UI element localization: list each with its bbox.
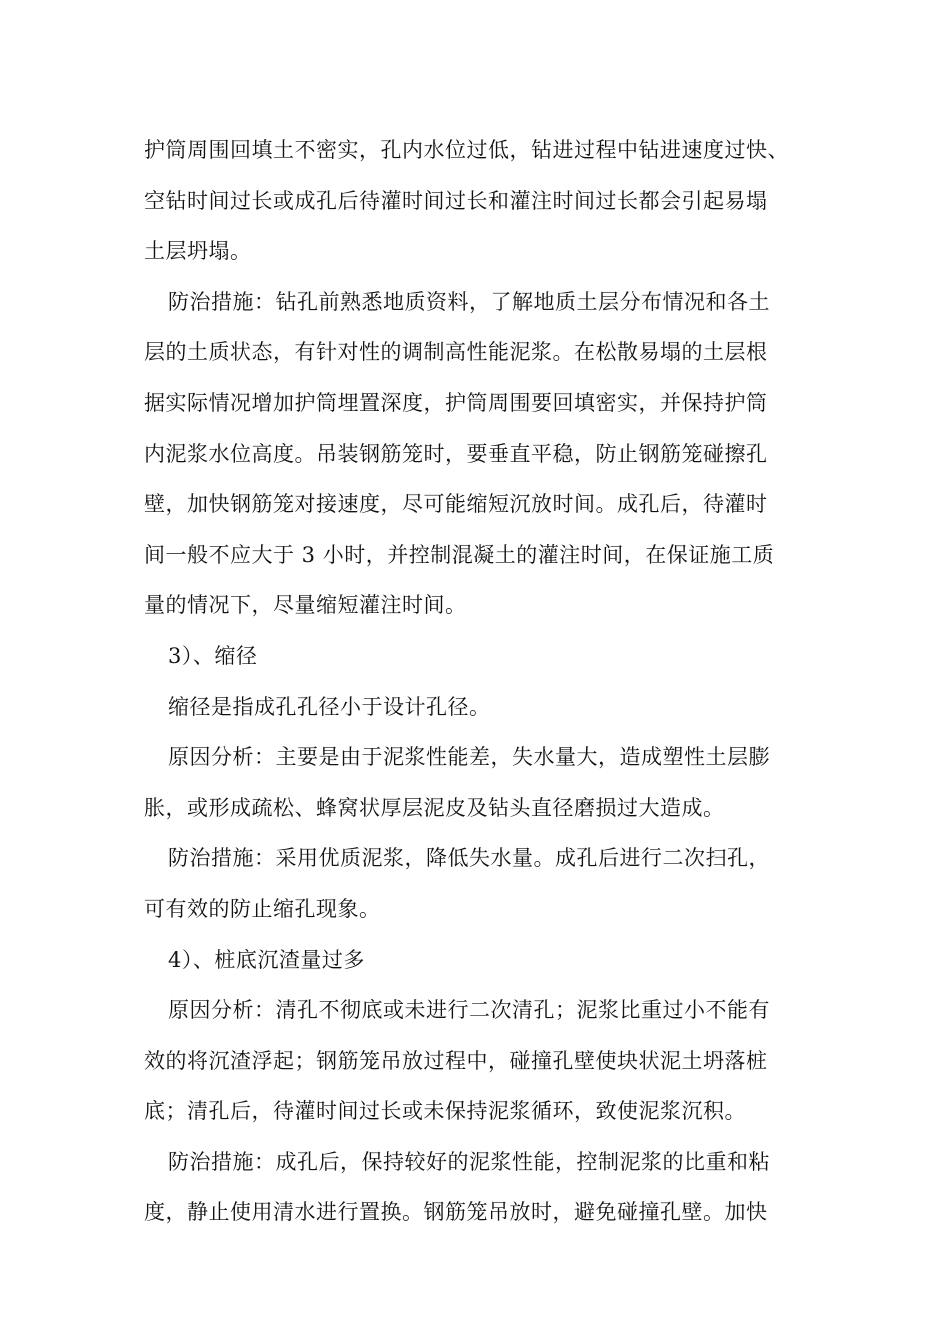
text-line: 壁，加快钢筋笼对接速度，尽可能缩短沉放时间。成孔后，待灌时 [144, 492, 768, 517]
text-line: 量的情况下，尽量缩短灌注时间。 [144, 593, 467, 618]
text-line: 间一般不应大于 3 小时，并控制混凝土的灌注时间，在保证施工质 [144, 542, 775, 567]
text-line: 空钻时间过长或成孔后待灌时间过长和灌注时间过长都会引起易塌 [144, 188, 768, 213]
text-line: 胀，或形成疏松、蜂窝状厚层泥皮及钻头直径磨损过大造成。 [144, 795, 725, 820]
text-line: 防治措施：成孔后，保持较好的泥浆性能，控制泥浆的比重和粘 [168, 1149, 770, 1174]
text-line: 可有效的防止缩孔现象。 [144, 896, 381, 921]
text-line: 防治措施：钻孔前熟悉地质资料，了解地质土层分布情况和各土 [168, 289, 770, 314]
text-line: 原因分析：清孔不彻底或未进行二次清孔；泥浆比重过小不能有 [168, 998, 770, 1023]
text-line: 原因分析：主要是由于泥浆性能差，失水量大，造成塑性土层膨 [168, 745, 770, 770]
text-line: 度，静止使用清水进行置换。钢筋笼吊放时，避免碰撞孔壁。加快 [144, 1200, 768, 1225]
text-line: 护筒周围回填土不密实，孔内水位过低，钻进过程中钻进速度过快、 [144, 138, 789, 162]
text-line: 效的将沉渣浮起；钢筋笼吊放过程中，碰撞孔壁使块状泥土坍落桩 [144, 1048, 768, 1073]
text-line: 层的土质状态，有针对性的调制高性能泥浆。在松散易塌的土层根 [144, 340, 768, 365]
text-line: 据实际情况增加护筒埋置深度，护筒周围要回填密实，并保持护筒 [144, 390, 768, 415]
document-body [144, 125, 816, 1238]
text-line: 底；清孔后，待灌时间过长或未保持泥浆循环，致使泥浆沉积。 [144, 1099, 746, 1124]
text-line: 土层坍塌。 [144, 239, 252, 264]
text-line: 防治措施：采用优质泥浆，降低失水量。成孔后进行二次扫孔， [168, 846, 770, 871]
text-line: 缩径是指成孔孔径小于设计孔径。 [168, 694, 491, 719]
text-line: 4）、桩底沉渣量过多 [168, 947, 365, 972]
text-line: 内泥浆水位高度。吊装钢筋笼时，要垂直平稳，防止钢筋笼碰擦孔 [144, 441, 768, 466]
text-line: 3）、缩径 [168, 643, 258, 668]
